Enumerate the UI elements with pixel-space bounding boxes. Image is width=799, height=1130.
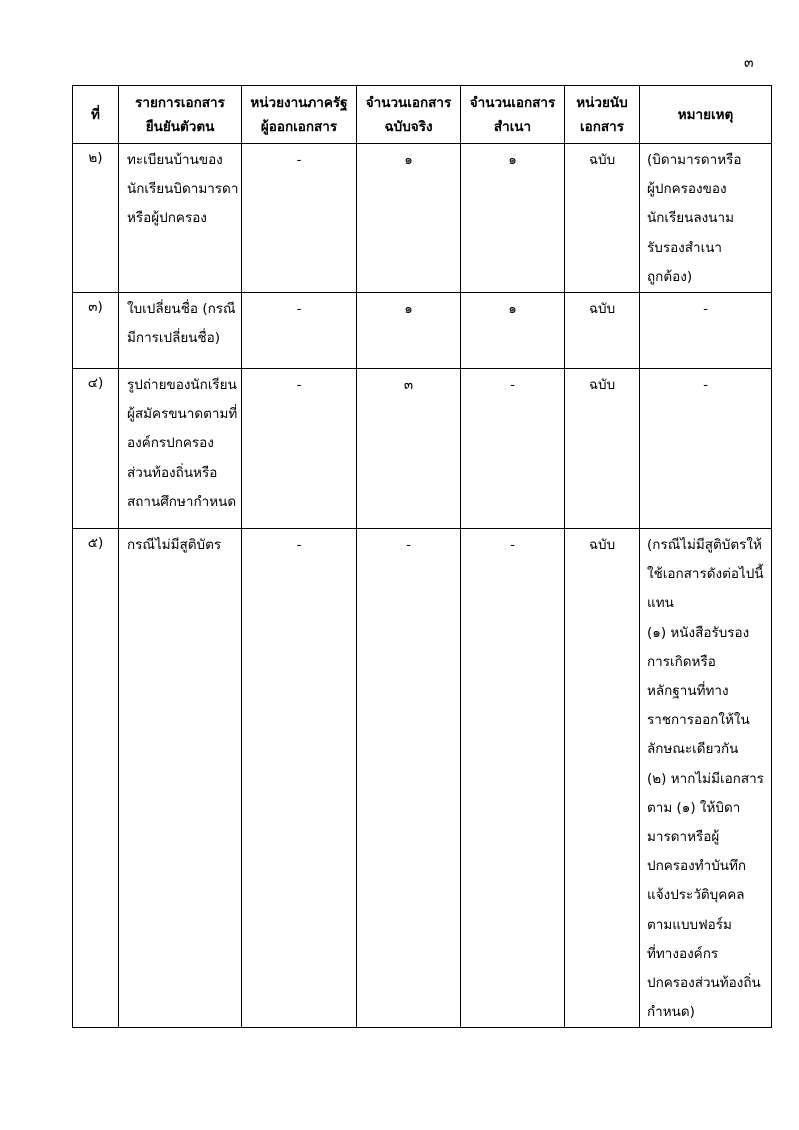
row-number: ๔) bbox=[73, 369, 119, 529]
document-name: กรณีไม่มีสูติบัตร bbox=[119, 529, 242, 1028]
remark: - bbox=[640, 369, 772, 529]
document-name: รูปถ่ายของนักเรียน ผู้สมัครขนาดตามที่ องค์กรปกครอง ส่วนท้องถิ่นหรือ สถานศึกษากำหนด bbox=[119, 369, 242, 529]
copy-count: ๑ bbox=[461, 144, 565, 293]
header-agency: หน่วยงานภาครัฐ ผู้ออกเอกสาร bbox=[242, 86, 357, 144]
issuing-agency: - bbox=[242, 369, 357, 529]
issuing-agency: - bbox=[242, 293, 357, 369]
remark: (กรณีไม่มีสูติบัตรให้ ใช้เอกสารดังต่อไปนี้ แทน (๑) หนังสือรับรอง การเกิดหรือ หลักฐานที่ทาง ราชการออกให้ใน ลักษณะเดียวกัน (๒) หากไม่มีเอกสาร ตาม (๑) ให้บิดา มารดาหรือผู้ ปกครองทำบันทึก แจ้งประวัติบุคคล ตามแบบฟอร์ม ที่ทางองค์กร ปกครองส่วนท้องถิ่น กำหนด) bbox=[640, 529, 772, 1028]
unit: ฉบับ bbox=[565, 369, 640, 529]
header-no: ที่ bbox=[73, 86, 119, 144]
table-row bbox=[73, 369, 772, 529]
document-name: ใบเปลี่ยนชื่อ (กรณี มีการเปลี่ยนชื่อ) bbox=[119, 293, 242, 369]
header-row bbox=[73, 86, 772, 144]
header-document: รายการเอกสาร ยืนยันตัวตน bbox=[119, 86, 242, 144]
issuing-agency: - bbox=[242, 144, 357, 293]
header-copy-count: จำนวนเอกสาร สำเนา bbox=[461, 86, 565, 144]
row-number: ๓) bbox=[73, 293, 119, 369]
table-row bbox=[73, 529, 772, 1028]
document-name: ทะเบียนบ้านของ นักเรียนบิดามารดา หรือผู้ปกครอง bbox=[119, 144, 242, 293]
issuing-agency: - bbox=[242, 529, 357, 1028]
row-number: ๕) bbox=[73, 529, 119, 1028]
unit: ฉบับ bbox=[565, 293, 640, 369]
page-number: ๓ bbox=[744, 55, 754, 71]
unit: ฉบับ bbox=[565, 529, 640, 1028]
original-count: ๓ bbox=[357, 369, 461, 529]
document-requirements-table bbox=[72, 85, 772, 1028]
row-number: ๒) bbox=[73, 144, 119, 293]
unit: ฉบับ bbox=[565, 144, 640, 293]
header-original-count: จำนวนเอกสาร ฉบับจริง bbox=[357, 86, 461, 144]
header-unit: หน่วยนับ เอกสาร bbox=[565, 86, 640, 144]
table-row bbox=[73, 144, 772, 293]
original-count: ๑ bbox=[357, 144, 461, 293]
copy-count: ๑ bbox=[461, 293, 565, 369]
copy-count: - bbox=[461, 369, 565, 529]
header-remark: หมายเหตุ bbox=[640, 86, 772, 144]
table-row bbox=[73, 293, 772, 369]
original-count: - bbox=[357, 529, 461, 1028]
remark: (บิดามารดาหรือ ผู้ปกครองของ นักเรียนลงนาม รับรองสำเนา ถูกต้อง) bbox=[640, 144, 772, 293]
copy-count: - bbox=[461, 529, 565, 1028]
original-count: ๑ bbox=[357, 293, 461, 369]
remark: - bbox=[640, 293, 772, 369]
